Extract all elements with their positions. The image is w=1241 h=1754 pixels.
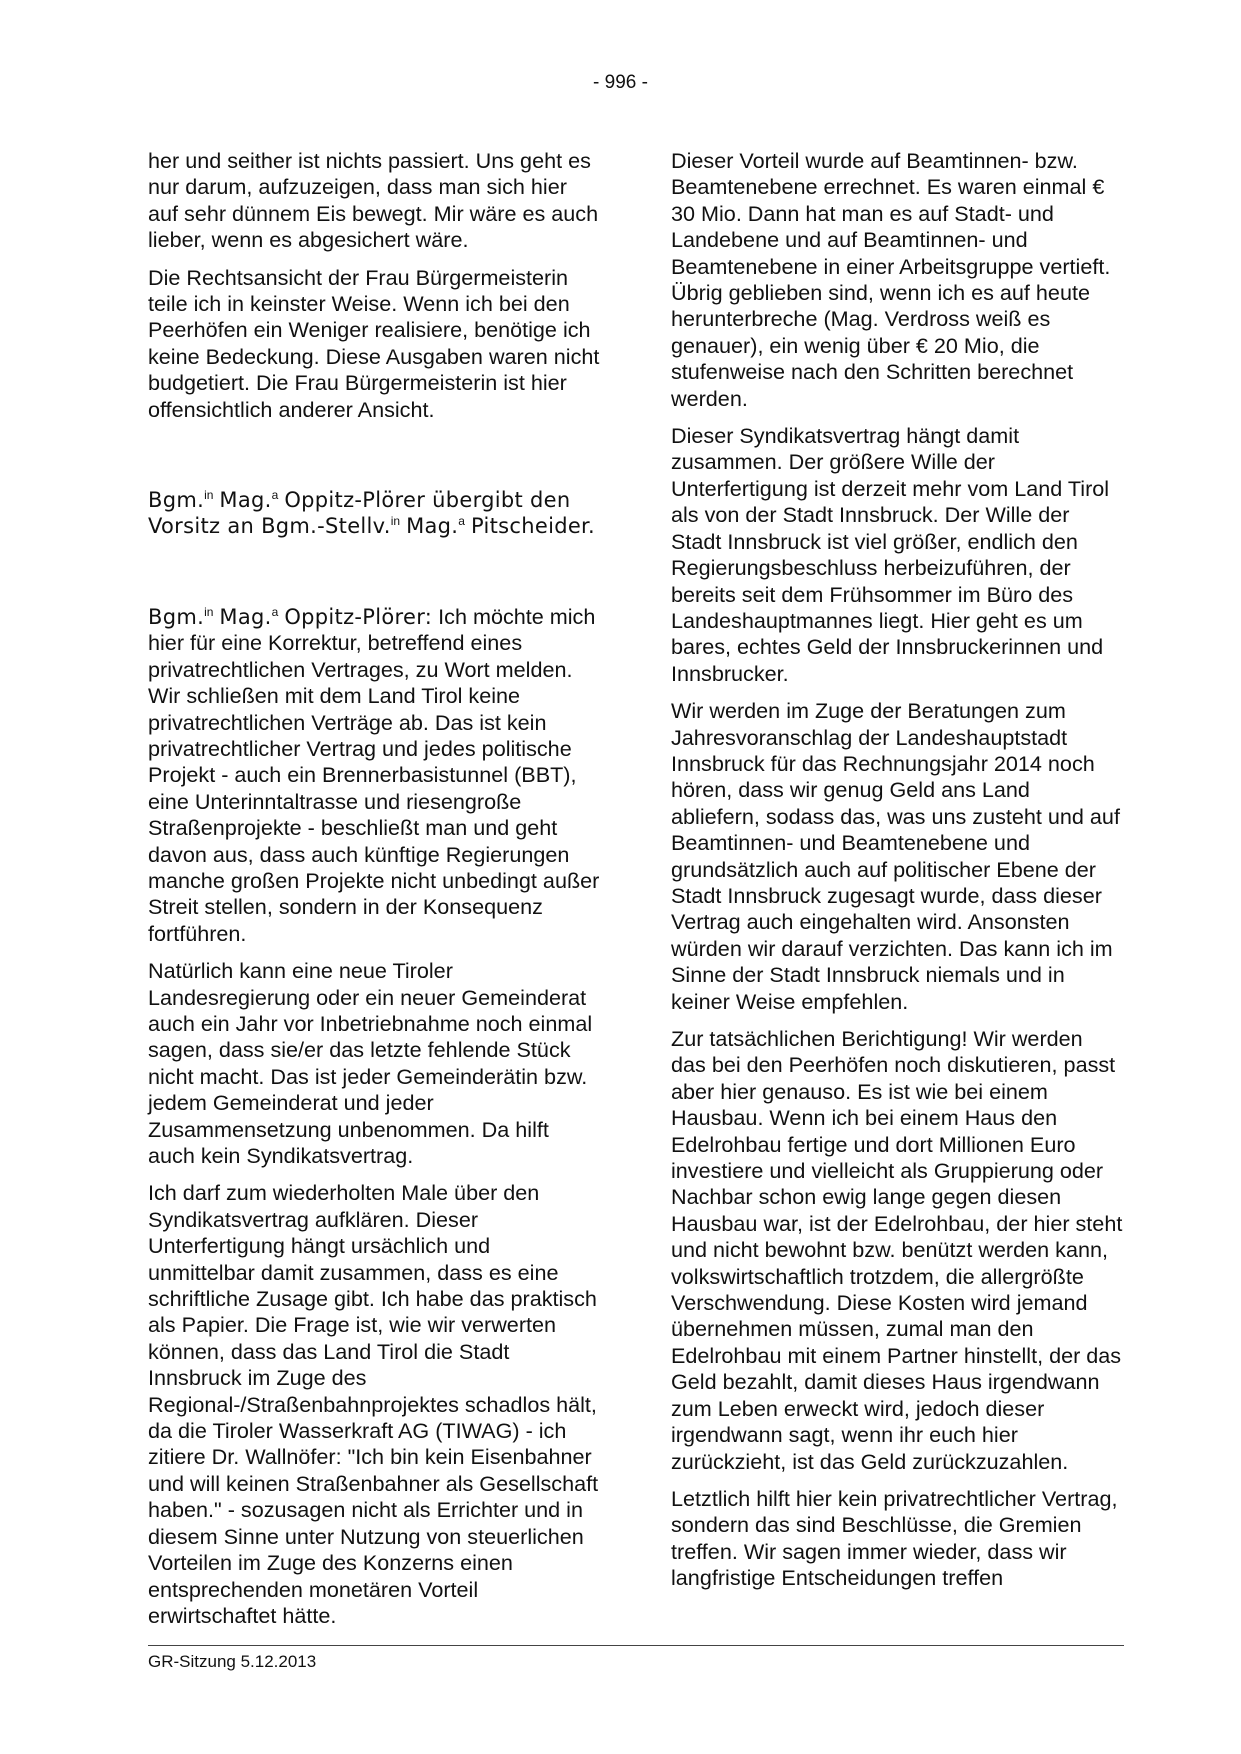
paragraph: Dieser Vorteil wurde auf Beamtinnen- bzw. Beamtenebene errechnet. Es waren einmal € 30 Mio. Dann hat man es auf Stadt- und Landebene und auf Beamtinnen- und Beamtenebene in einer Arbeitsgruppe vertieft. Übrig geblieben sind, wenn ich es auf heute herunterbreche (Mag. Verdross weiß es genauer), ein wenig über € 20 Mio, die stufenweise nach den Schritten berechnet werden. — [671, 148, 1111, 411]
footer-session-label: GR-Sitzung 5.12.2013 — [148, 1652, 317, 1671]
speech-text: Ich möchte mich hier für eine Korrektur, betreffend eines privatrechtlichen Vertrages, zu Wort melden. Wir schließen mit dem Land Tirol keine privatrechtlichen Verträge ab. Das ist kein privatrechtlicher Vertrag und jedes politische Projekt - auch ein Brennerbasistunnel (BBT), eine Unterinntaltrasse und riesengroße Straßenprojekte - beschließt man und geht davon aus, dass auch künftige Regierungen manche großen Projekte nicht unbedingt außer Streit stellen, sondern in der Konsequenz fortführen. — [148, 603, 600, 946]
note-sup: a — [458, 514, 465, 529]
paragraph: Letztlich hilft hier kein privatrechtlicher Vertrag, sondern das sind Beschlüsse, die Gremien treffen. Wir sagen immer wieder, dass wir langfristige Entscheidungen treffen — [671, 1485, 1118, 1591]
footer-divider — [148, 1645, 1124, 1646]
note-name: Oppitz-Plörer übergibt den Vorsitz an Bgm.-Stellv. — [148, 488, 571, 539]
note-mag: Mag. — [219, 488, 272, 513]
chair-handover-note — [148, 487, 600, 540]
speech-paragraph — [148, 604, 600, 947]
paragraph: Natürlich kann eine neue Tiroler Landesregierung oder ein neuer Gemeinderat auch ein Jahr vor Inbetriebnahme noch einmal sagen, dass sie/er das letzte fehlende Stück nicht macht. Das ist jeder Gemeinderätin bzw. jedem Gemeinderat und jeder Zusammensetzung unbenommen. Da hilft auch kein Syndikatsvertrag. — [148, 958, 593, 1168]
paragraph: Wir werden im Zuge der Beratungen zum Jahresvoranschlag der Landeshauptstadt Innsbruck für das Rechnungsjahr 2014 noch hören, dass wir genug Geld ans Land abliefern, sodass das, was uns zusteht und auf Beamtinnen- und Beamtenebene und grundsätzlich auch auf politischer Ebene der Stadt Innsbruck zugesagt wurde, dass dieser Vertrag auch eingehalten wird. Ansonsten würden wir darauf verzichten. Das kann ich im Sinne der Stadt Innsbruck niemals und in keiner Weise empfehlen. — [671, 698, 1120, 1014]
speaker-sup: in — [204, 604, 214, 619]
speaker-mag: Mag. — [219, 604, 272, 629]
note-sup: a — [271, 487, 279, 502]
note-rest: Pitscheider. — [470, 514, 596, 539]
note-sup: in — [390, 514, 401, 529]
speaker-name: Oppitz-Plörer: — [284, 604, 433, 629]
page-number: - 996 - — [593, 72, 648, 93]
paragraph: her und seither ist nichts passiert. Uns geht es nur darum, aufzuzeigen, dass man sich hier auf sehr dünnem Eis bewegt. Mir wäre es auch lieber, wenn es abgesichert wäre. — [148, 148, 599, 253]
speaker-bgm: Bgm. — [148, 604, 205, 629]
paragraph: Zur tatsächlichen Berichtigung! Wir werden das bei den Peerhöfen noch diskutieren, passt aber hier genauso. Es ist wie bei einem Hausbau. Wenn ich bei einem Haus den Edelrohbau fertige und dort Millionen Euro investiere und vielleicht als Gruppierung oder Nachbar schon ewig lange gegen diesen Hausbau war, ist der Edelrohbau, der hier steht und nicht bewohnt bzw. benützt werden kann, volkswirtschaftlich trotzdem, die allergrößte Verschwendung. Diese Kosten wird jemand übernehmen müssen, zumal man den Edelrohbau mit einem Partner hinstellt, der das Geld bezahlt, damit dieses Haus irgendwann zum Leben erweckt wird, jedoch dieser irgendwann sagt, wenn ihr euch hier zurückzieht, ist das Geld zurückzuzahlen. — [671, 1026, 1123, 1474]
note-bgm: Bgm. — [148, 488, 205, 513]
speaker-sup: a — [271, 604, 279, 619]
right-column — [671, 148, 1123, 1603]
note-mag: Mag. — [406, 514, 459, 539]
paragraph: Dieser Syndikatsvertrag hängt damit zusammen. Der größere Wille der Unterfertigung ist derzeit mehr vom Land Tirol als von der Stadt Innsbruck. Der Wille der Stadt Innsbruck ist viel größer, endlich den Regierungsbeschluss herbeizuführen, der bereits seit dem Frühsommer im Büro des Landeshauptmannes liegt. Hier geht es um bares, echtes Geld der Innsbruckerinnen und Innsbrucker. — [671, 423, 1110, 686]
paragraph: Ich darf zum wiederholten Male über den Syndikatsvertrag aufklären. Dieser Unterfertigung hängt ursächlich und unmittelbar damit zusammen, dass es eine schriftliche Zusage gibt. Ich habe das praktisch als Papier. Die Frage ist, wie wir verwerten können, dass das Land Tirol die Stadt Innsbruck im Zuge des Regional-/Straßenbahnprojektes schadlos hält, da die Tiroler Wasserkraft AG (TIWAG) - ich zitiere Dr. Wallnöfer: "Ich bin kein Eisenbahner und will keinen Straßenbahner als Gesellschaft haben." - sozusagen nicht als Errichter und in diesem Sinne unter Nutzung von steuerlichen Vorteilen im Zuge des Konzerns einen entsprechenden monetären Vorteil erwirtschaftet hätte. — [148, 1180, 599, 1628]
note-sup: in — [204, 487, 214, 502]
left-column — [148, 148, 600, 1640]
paragraph: Die Rechtsansicht der Frau Bürgermeisterin teile ich in keinster Weise. Wenn ich bei den Peerhöfen ein Weniger realisiere, benötige ich keine Bedeckung. Diese Ausgaben waren nicht budgetiert. Die Frau Bürgermeisterin ist hier offensichtlich anderer Ansicht. — [148, 264, 600, 422]
